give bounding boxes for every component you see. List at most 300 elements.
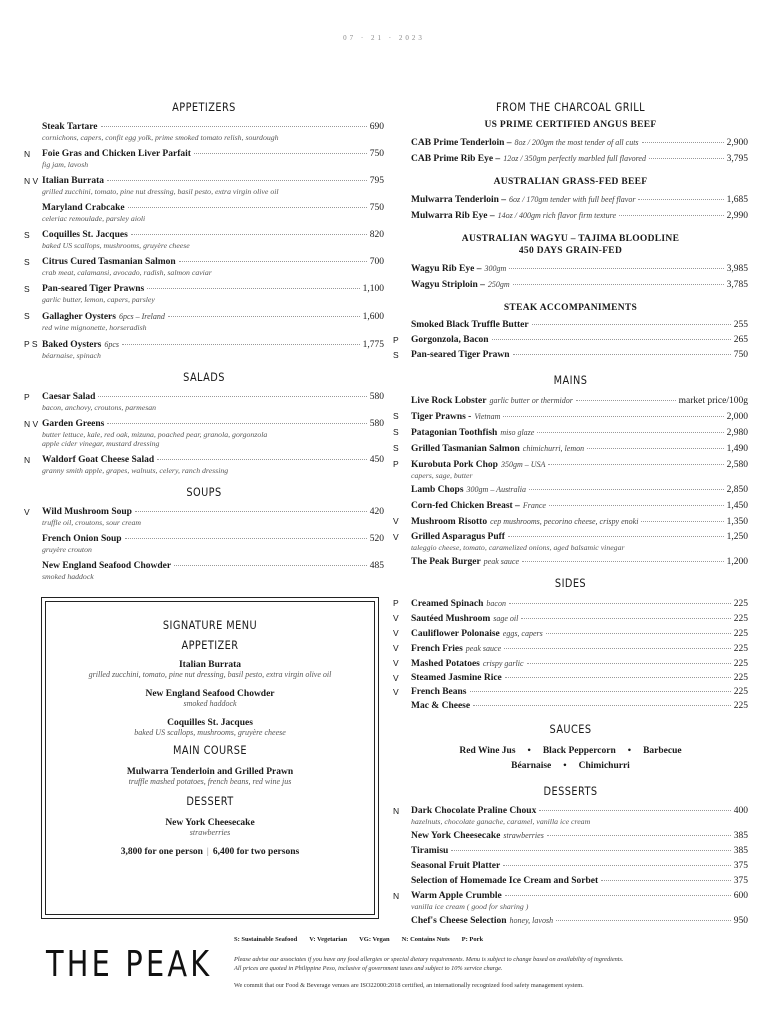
menu-item [24,311,384,332]
sauces-line-2 [393,759,748,774]
menu-item-row [42,507,384,518]
dietary-tag: P S [24,339,38,349]
grill-section [393,100,748,361]
menu-item-row [411,876,748,887]
dot-leader [619,215,724,216]
dot-leader [168,316,360,317]
item-price: 265 [733,335,748,345]
mains-title: MAINS [553,373,588,387]
menu-item-row [411,806,748,817]
signature-dessert-title: DESSERT [186,794,234,808]
menu-item [393,658,748,670]
dietary-tag: S [393,427,399,437]
menu-item-row [411,861,748,872]
menu-item [393,598,748,610]
item-name: Seasonal Fruit Platter [411,861,501,871]
mains-list [393,395,748,568]
menu-item-row [411,335,748,346]
item-price: 580 [369,419,384,429]
menu-item-row [411,830,748,842]
grill-group-title: STEAK ACCOMPANIMENTS [503,303,638,313]
grill-group [393,120,748,165]
item-name: Chef's Cheese Selection [411,916,507,926]
item-name: Italian Burrata [42,176,105,186]
legend-item: V: Vegetarian [309,936,348,943]
menu-item-row [411,263,748,275]
item-name: Mac & Cheese [411,701,471,711]
menu-item-row [42,176,384,187]
item-price: 400 [733,806,748,816]
item-desc: truffle oil, croutons, sour cream [42,518,142,527]
dietary-tag: S [393,443,399,453]
item-note: miso glaze [500,428,535,437]
menu-item-row [42,149,384,160]
signature-appetizer-title: APPETIZER [181,638,239,652]
signature-appetizer-3 [46,718,374,737]
menu-item [393,628,748,640]
menu-item [24,176,384,196]
sauce-item: Black Peppercorn [542,746,616,756]
menu-item-row [411,658,748,670]
dietary-tag: S [24,284,30,294]
menu-item [24,534,384,554]
menu-item-row [411,153,748,165]
dot-leader [576,400,676,401]
menu-item [393,279,748,291]
dot-leader [470,691,731,692]
salads-section [24,370,384,475]
grill-group [393,303,748,361]
item-note: 6pcs – Ireland [118,312,165,321]
menu-item [393,210,748,222]
menu-item [393,395,748,407]
dot-leader [107,423,366,424]
item-name: The Peak Burger [411,557,481,567]
sauce-item: Béarnaise [511,761,552,771]
item-note: 14oz / 400gm rich flavor firm texture [497,211,617,220]
dot-leader [549,505,724,506]
item-note: bacon [486,599,506,608]
signature-dish-desc: smoked haddock [183,699,237,708]
item-desc: hazelnuts, chocolate ganache, caramel, vanilla ice cream [411,817,591,826]
item-desc: taleggio cheese, tomato, caramelized onions, aged balsamic vinegar [411,543,625,552]
menu-item [24,419,384,448]
menu-item [393,194,748,206]
menu-item-row [411,598,748,610]
dot-leader [128,207,367,208]
signature-appetizer-1 [46,660,374,679]
item-name: Patagonian Toothfish [411,428,498,438]
dot-leader [98,396,366,397]
dietary-tag: V [393,613,399,623]
menu-item [393,335,748,346]
dot-leader [529,489,724,490]
menu-item-row [42,419,384,430]
disclaimer-line-2: All prices are quoted in Philippine Peso, inclusive of government taxes and subject to 10% service charge. [234,965,503,972]
menu-item [24,203,384,223]
item-price: 225 [733,644,748,654]
menu-date: 07 · 21 · 2023 [343,34,425,42]
item-note: cep mushrooms, pecorino cheese, crispy enoki [490,517,639,526]
menu-item-row [411,516,748,528]
item-note: 250gm [487,280,510,289]
item-price: 690 [369,122,384,132]
item-desc: fig jam, lavosh [42,160,89,169]
dietary-tag: V [393,687,399,697]
item-price: 1,685 [726,195,748,205]
menu-item [393,701,748,712]
menu-item-row [411,643,748,655]
the-peak-logo: THE PEAK [46,944,213,985]
menu-item [393,443,748,455]
menu-item [393,320,748,331]
item-name: Tiramisu [411,846,449,856]
sauce-item: Barbecue [643,746,682,756]
item-name: New England Seafood Chowder [42,561,172,571]
legend-item: P: Pork [461,936,484,943]
menu-item-row [411,320,748,331]
signature-price [46,847,374,857]
item-name: Lamb Chops [411,485,464,495]
item-name: Dark Chocolate Praline Choux [411,806,537,816]
dot-leader [638,199,723,200]
item-name: Foie Gras and Chicken Liver Parfait [42,149,191,159]
signature-dessert-desc: strawberries [189,828,231,837]
menu-item [393,891,748,911]
item-price: 225 [733,614,748,624]
sauce-item: Chimichurri [578,761,630,771]
menu-item-row [411,395,748,407]
item-desc: grilled zucchini, tomato, pine nut dressing, basil pesto, extra virgin olive oil [42,187,279,196]
menu-item-row [42,230,384,241]
sauces-line-1 [393,744,748,759]
item-desc: apple cider vinegar, mustard dressing [42,439,160,448]
menu-item [24,257,384,277]
dot-leader [101,126,367,127]
item-price: 580 [369,392,384,402]
item-price: 795 [369,176,384,186]
legend-item: S: Sustainable Seafood [234,936,298,943]
menu-item [393,484,748,496]
dot-leader [157,459,367,460]
menu-item-row [411,443,748,455]
dietary-tag: V [393,532,399,542]
dot-leader [503,865,731,866]
item-price: 3,785 [726,280,748,290]
dot-leader [194,153,367,154]
price-one-person: 3,800 for one person [120,847,203,857]
item-price: 2,900 [726,138,748,148]
menu-item [393,427,748,439]
menu-item [393,500,748,512]
item-price: 1,350 [726,517,748,527]
menu-item-row [411,915,748,927]
menu-item-row [411,701,748,712]
bullet: • [627,746,632,756]
menu-item [393,263,748,275]
dot-leader [527,663,731,664]
dot-leader [642,142,724,143]
dietary-tag: P [393,335,399,345]
item-desc: béarnaise, spinach [42,351,101,360]
dot-leader [492,339,731,340]
item-price: 1,250 [726,532,748,542]
menu-item [393,613,748,625]
item-name: Selection of Homemade Ice Cream and Sorbet [411,876,599,886]
item-name: Steak Tartare [42,122,98,132]
dot-leader [641,521,723,522]
dot-leader [521,618,730,619]
price-two-persons: 6,400 for two persons [212,847,300,857]
item-desc: gruyère crouton [42,545,92,554]
menu-item [393,806,748,826]
menu-item-row [42,339,384,351]
sides-title: SIDES [554,576,587,590]
item-price: market price/100g [678,396,748,406]
desserts-title: DESSERTS [543,784,598,798]
item-name: French Beans [411,687,467,697]
grill-group-title: AUSTRALIAN GRASS-FED BEEF [493,177,648,187]
item-price: 950 [733,916,748,926]
item-desc: crab meat, calamansi, avocado, radish, salmon caviar [42,268,212,277]
menu-item-row [411,137,748,149]
dietary-tag: V [393,643,399,653]
dot-leader [473,705,731,706]
salads-title: SALADS [183,370,225,384]
menu-item-row [42,203,384,214]
appetizers-section [24,100,384,360]
item-name: CAB Prime Rib Eye – [411,154,501,164]
menu-item [24,339,384,360]
item-name: Gallagher Oysters [42,312,116,322]
item-price: 385 [733,831,748,841]
item-name: Coquilles St. Jacques [42,230,128,240]
item-note: 8oz / 200gm the most tender of all cuts [514,138,639,147]
dietary-tag: N V [24,419,39,429]
item-price: 1,490 [726,444,748,454]
item-name: Waldorf Goat Cheese Salad [42,455,155,465]
menu-item-row [42,455,384,466]
item-price: 600 [733,891,748,901]
dot-leader [135,511,367,512]
dot-leader [147,288,359,289]
item-price: 2,850 [726,485,748,495]
sauce-item: Red Wine Jus [459,746,516,756]
dietary-tag: V [393,516,399,526]
item-price: 375 [733,876,748,886]
item-name: Sautéed Mushroom [411,614,491,624]
item-name: Caesar Salad [42,392,96,402]
menu-item-row [42,392,384,403]
dietary-tag: P [24,392,30,402]
menu-item [393,350,748,361]
dot-leader [504,648,731,649]
item-note: honey, lavosh [509,916,554,925]
dietary-tag: S [393,350,399,360]
dietary-tag: S [24,311,30,321]
sauces-list [393,744,748,774]
menu-item-row [411,628,748,640]
disclaimer-line-1: Please advise our associates if you have any food allergies or special dietary requirements. Menu is subject to change based on availability of ingredients. [234,956,624,963]
menu-item-row [42,311,384,323]
dot-leader [509,268,723,269]
item-name: Steamed Jasmine Rice [411,673,502,683]
grill-group-title: AUSTRALIAN WAGYU – TAJIMA BLOODLINE [461,234,680,244]
item-name: Mushroom Risotto [411,517,488,527]
item-desc: butter lettuce, kale, red oak, mizuna, poached pear, granola, gorgonzola [42,430,268,439]
dot-leader [532,324,731,325]
item-price: 225 [733,687,748,697]
menu-item [393,846,748,857]
signature-title: SIGNATURE MENU [162,618,258,632]
soups-section [24,485,384,581]
dot-leader [122,344,360,345]
item-note: sage oil [493,614,519,623]
signature-menu-inner [45,601,375,915]
menu-item-row [411,673,748,684]
sides-section [393,576,748,712]
item-price: 450 [369,455,384,465]
item-price: 1,450 [726,501,748,511]
dietary-tag: S [393,411,399,421]
item-name: Grilled Asparagus Puff [411,532,505,542]
dietary-tag: V [393,673,399,683]
menu-item [24,455,384,475]
dot-leader [513,284,724,285]
item-desc: celeriac remoulade, parsley aioli [42,214,146,223]
soups-title: SOUPS [186,485,222,499]
grill-group-title: US PRIME CERTIFIED ANGUS BEEF [484,120,657,130]
dot-leader [107,180,367,181]
menu-item-row [411,484,748,496]
item-desc: cornichons, capers, confit egg yolk, prime smoked tomato relish, sourdough [42,133,279,142]
dot-leader [503,416,723,417]
item-name: Pan-seared Tiger Prawns [42,284,145,294]
item-price: 520 [369,534,384,544]
item-price: 1,600 [362,312,384,322]
item-price: 225 [733,701,748,711]
bullet: • [527,746,531,756]
menu-item [24,392,384,412]
item-name: Live Rock Lobster [411,396,487,406]
dietary-tag: N [24,455,31,465]
item-desc: bacon, anchovy, croutons, parmesan [42,403,157,412]
item-desc: smoked haddock [42,572,94,581]
menu-item-row [42,122,384,133]
menu-item [24,561,384,581]
grill-title: FROM THE CHARCOAL GRILL [496,100,645,114]
dot-leader [601,880,731,881]
menu-item-row [411,613,748,625]
item-note: chimichurri, lemon [522,444,585,453]
signature-dessert-name: New York Cheesecake [165,818,255,828]
sauces-title: SAUCES [549,722,592,736]
item-note: 350gm – USA [500,460,546,469]
item-price: 225 [733,673,748,683]
item-name: Citrus Cured Tasmanian Salmon [42,257,176,267]
item-name: Creamed Spinach [411,599,484,609]
menu-item [393,830,748,842]
item-note: peak sauce [483,557,519,566]
dot-leader [179,261,367,262]
item-price: 385 [733,846,748,856]
menu-item [24,507,384,527]
item-name: Maryland Crabcake [42,203,125,213]
item-price: 3,795 [726,154,748,164]
menu-item-row [42,561,384,572]
signature-dish-name: Coquilles St. Jacques [167,718,253,728]
grill-group [393,177,748,222]
sides-list [393,598,748,712]
item-note: crispy garlic [482,659,524,668]
menu-item [393,532,748,552]
dietary-tag: N [393,806,400,816]
item-price: 750 [369,203,384,213]
signature-main-desc: truffle mashed potatoes, french beans, red wine jus [128,777,292,786]
signature-dish-name: Italian Burrata [178,660,241,670]
right-column [393,100,748,931]
item-name: Kurobuta Pork Chop [411,460,498,470]
item-note: eggs, capers [502,629,543,638]
item-note: Vietnam [474,412,501,421]
disclaimer [234,955,714,973]
menu-item [393,687,748,698]
dot-leader [509,603,731,604]
sauces-section [393,722,748,774]
item-price: 2,980 [726,428,748,438]
signature-main-name: Mulwarra Tenderloin and Grilled Prawn [126,767,294,777]
item-price: 225 [733,629,748,639]
dietary-tag: P [393,598,399,608]
item-name: Corn-fed Chicken Breast – [411,501,520,511]
item-name: Mulwarra Rib Eye – [411,211,495,221]
item-name: Gorgonzola, Bacon [411,335,489,345]
item-name: Wild Mushroom Soup [42,507,132,517]
item-name: Wagyu Striploin – [411,280,485,290]
item-name: Wagyu Rib Eye – [411,264,482,274]
item-note: strawberries [503,831,544,840]
menu-item [393,137,748,149]
dietary-tag: P [393,459,399,469]
item-note: 300gm [484,264,507,273]
menu-item [393,861,748,872]
menu-item [24,230,384,250]
appetizers-title: APPETIZERS [172,100,236,114]
dot-leader [546,633,731,634]
item-desc: capers, sage, butter [411,471,473,480]
item-name: Cauliflower Polonaise [411,629,500,639]
menu-item [393,915,748,927]
item-name: Garden Greens [42,419,105,429]
soups-list [24,507,384,581]
menu-item-row [42,257,384,268]
desserts-section [393,784,748,927]
item-note: France [522,501,546,510]
item-price: 2,990 [726,211,748,221]
dot-leader [125,538,367,539]
price-separator: | [206,847,209,857]
dot-leader [587,448,724,449]
menu-item-row [411,210,748,222]
item-desc: vanilla ice cream ( good for sharing ) [411,902,529,911]
item-price: 225 [733,659,748,669]
signature-dish-desc: grilled zucchini, tomato, pine nut dressing, basil pesto, extra virgin olive oil [88,670,332,679]
dietary-tag: S [24,257,30,267]
menu-item-row [411,350,748,361]
dot-leader [547,835,731,836]
dot-leader [539,810,730,811]
item-price: 820 [369,230,384,240]
